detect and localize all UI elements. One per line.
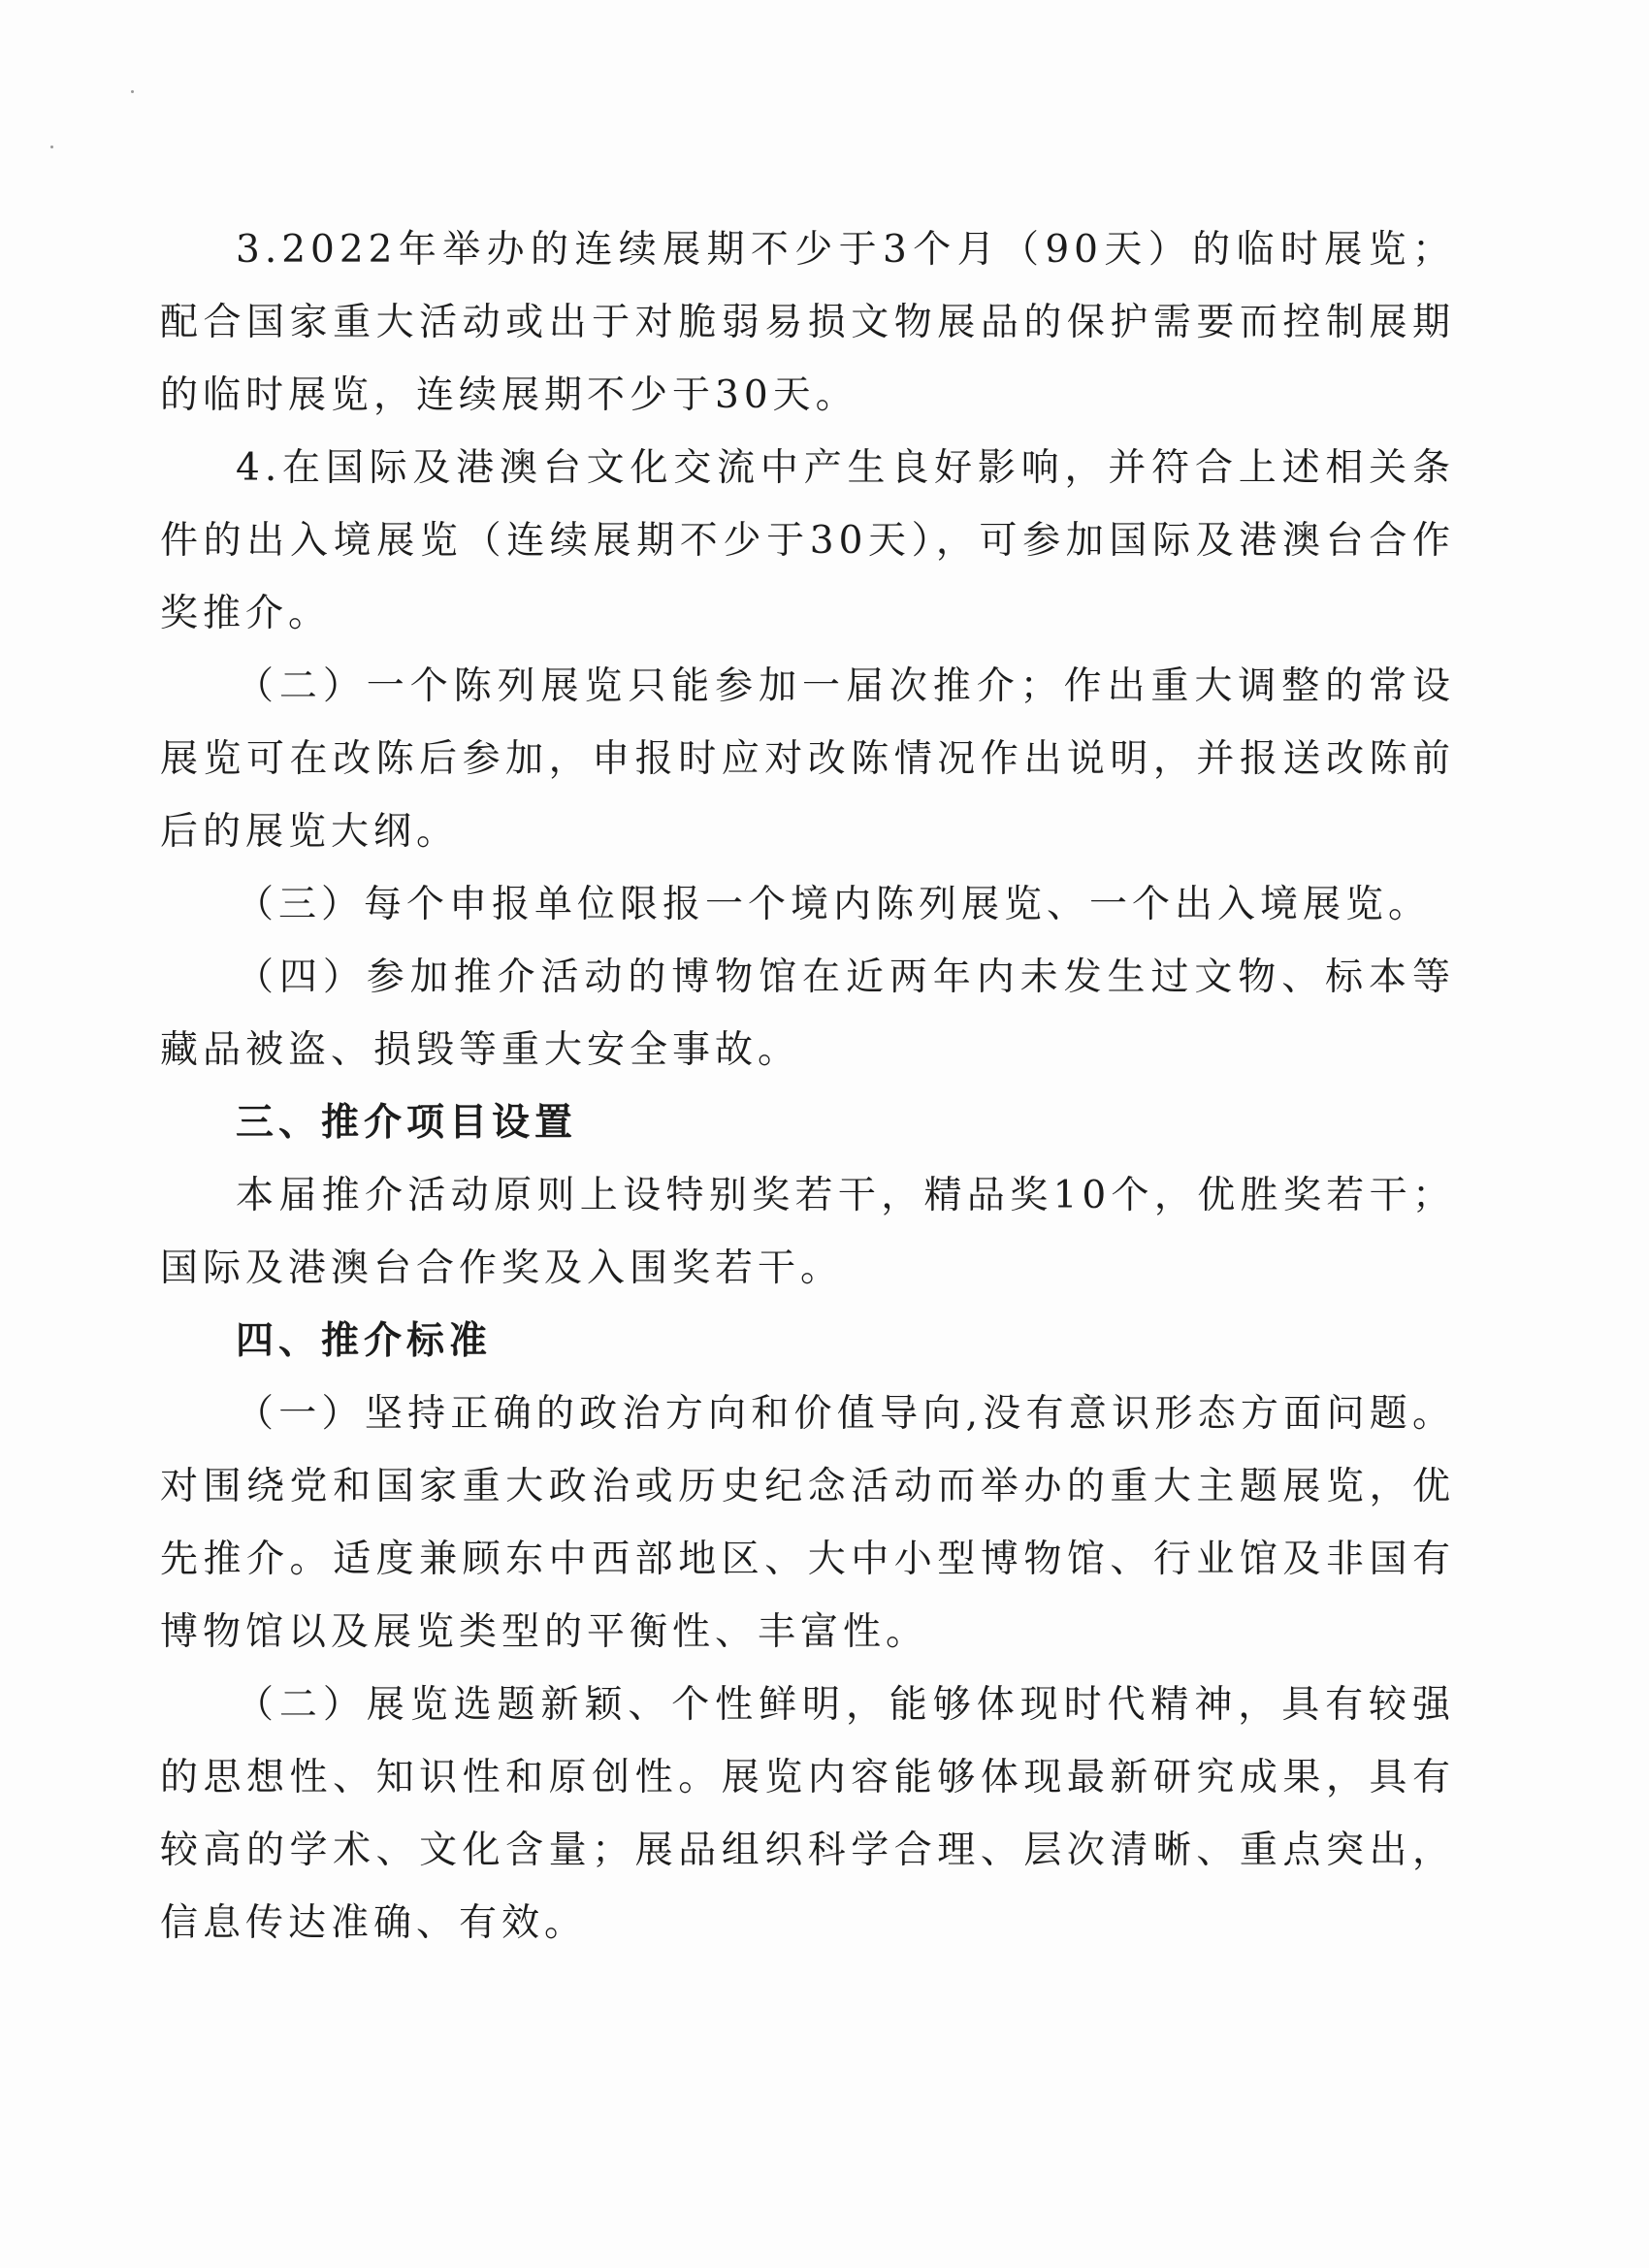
- section-heading-award-settings: 三、推介项目设置: [236, 1101, 578, 1145]
- section-heading-criteria: 四、推介标准: [236, 1319, 493, 1363]
- document-body: [160, 213, 1455, 1960]
- paragraph-item-3-temporary-exhibition: 3.2022年举办的连续展期不少于3个月（90天）的临时展览；配合国家重大活动或出于对脆弱易损文物展品的保护需要而控制展期的临时展览，连续展期不少于30天。: [160, 228, 1455, 417]
- scan-speck: [50, 146, 53, 148]
- paragraph-item-4-international-exhibition: 4.在国际及港澳台文化交流中产生良好影响，并符合上述相关条件的出入境展览（连续展期不少于30天），可参加国际及港澳台合作奖推介。: [160, 446, 1455, 635]
- scan-speck: [131, 90, 134, 93]
- paragraph-clause-4: （四）参加推介活动的博物馆在近两年内未发生过文物、标本等藏品被盗、损毁等重大安全事故。: [160, 956, 1455, 1072]
- paragraph-award-settings: 本届推介活动原则上设特别奖若干，精品奖10个，优胜奖若干；国际及港澳台合作奖及入围奖若干。: [160, 1174, 1455, 1290]
- paragraph-criteria-1: （一）坚持正确的政治方向和价值导向,没有意识形态方面问题。对围绕党和国家重大政治或历史纪念活动而举办的重大主题展览，优先推介。适度兼顾东中西部地区、大中小型博物馆、行业馆及非国有博物馆以及展览类型的平衡性、丰富性。: [160, 1392, 1455, 1654]
- paragraph-clause-2: （二）一个陈列展览只能参加一届次推介；作出重大调整的常设展览可在改陈后参加，申报时应对改陈情况作出说明，并报送改陈前后的展览大纲。: [160, 664, 1455, 854]
- paragraph-clause-3: （三）每个申报单位限报一个境内陈列展览、一个出入境展览。: [236, 883, 1432, 926]
- paragraph-criteria-2: （二）展览选题新颖、个性鲜明，能够体现时代精神，具有较强的思想性、知识性和原创性。展览内容能够体现最新研究成果，具有较高的学术、文化含量；展品组织科学合理、层次清晰、重点突出，信息传达准确、有效。: [160, 1683, 1455, 1945]
